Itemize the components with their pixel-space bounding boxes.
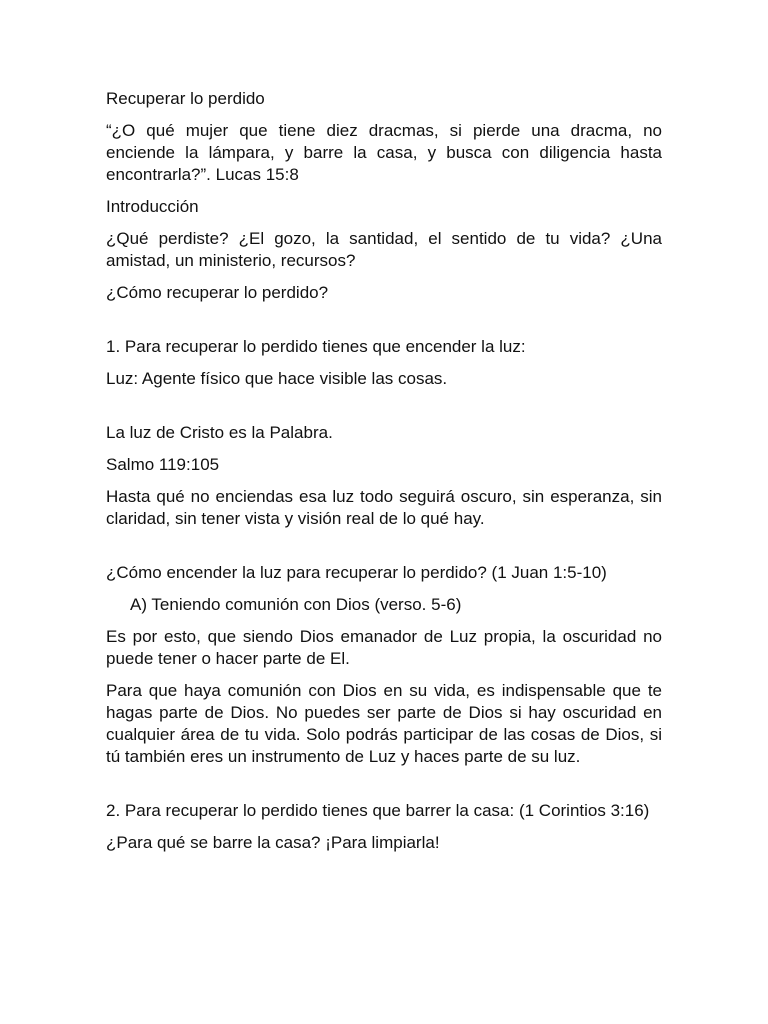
subpoint-a: A) Teniendo comunión con Dios (verso. 5-6) [130,595,462,614]
light-definition: Luz: Agente físico que hace visible las cosas. [106,369,448,388]
document-title: Recuperar lo perdido [106,89,265,108]
point-2-heading: 2. Para recuperar lo perdido tienes que barrer la casa: (1 Corintios 3:16) [106,801,650,820]
how-light-question: ¿Cómo encender la luz para recuperar lo perdido? (1 Juan 1:5-10) [106,563,607,582]
sweep-question: ¿Para qué se barre la casa? ¡Para limpiarla! [106,833,440,852]
intro-question: ¿Qué perdiste? ¿El gozo, la santidad, el sentido de tu vida? ¿Una amistad, un ministerio, recursos? [106,229,662,270]
christ-light-text: La luz de Cristo es la Palabra. [106,423,333,442]
comunion-paragraph: Para que haya comunión con Dios en su vida, es indispensable que te hagas parte de Dios. No puedes ser parte de Dios si hay oscuridad en cualquier área de tu vida. Solo podrás participar de las cosas de Dios, si tú también eres un instrumento de Luz y haces parte de su luz. [106,681,662,766]
until-paragraph: Hasta qué no enciendas esa luz todo seguirá oscuro, sin esperanza, sin claridad, sin tener vista y visión real de lo qué hay. [106,487,662,528]
how-question: ¿Cómo recuperar lo perdido? [106,283,329,302]
intro-heading: Introducción [106,197,199,216]
document-page [106,88,662,864]
point-1-heading: 1. Para recuperar lo perdido tienes que encender la luz: [106,337,526,356]
emanador-paragraph: Es por esto, que siendo Dios emanador de Luz propia, la oscuridad no puede tener o hacer parte de El. [106,627,662,668]
verse-quote: “¿O qué mujer que tiene diez dracmas, si pierde una dracma, no enciende la lámpara, y barre la casa, y busca con diligencia hasta encontrarla?”. Lucas 15:8 [106,121,662,184]
psalm-reference: Salmo 119:105 [106,455,220,474]
